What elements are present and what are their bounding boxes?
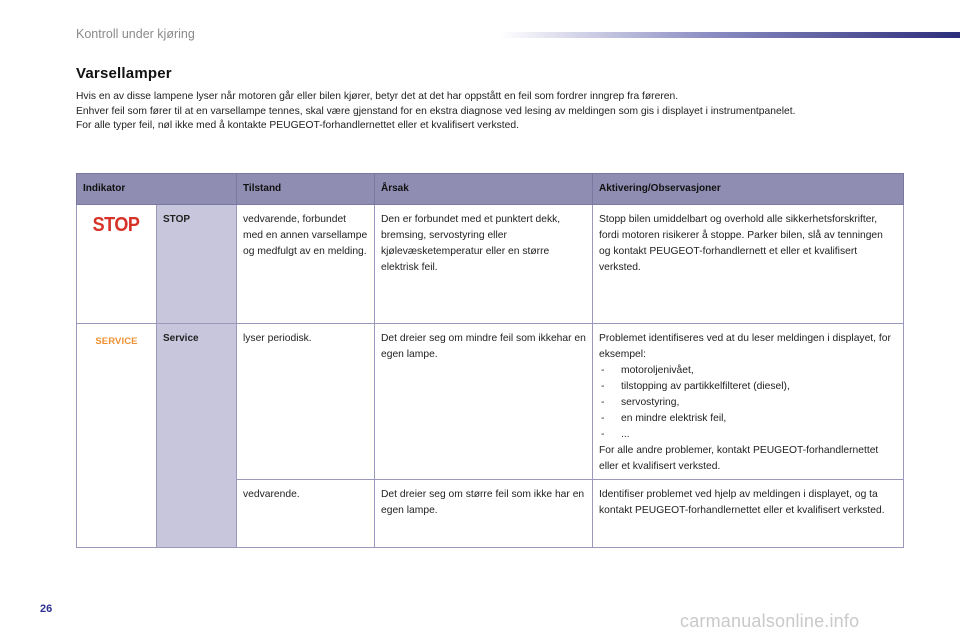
list-item-text: servostyring, <box>621 397 680 408</box>
cause-text: Den er forbundet med et punktert dekk, bremsing, servostyring eller kjølevæsketemperatur eller en større elektrisk feil. <box>375 205 593 324</box>
action-intro: Problemet identifiseres ved at du leser meldingen i displayet, for eksempel: <box>599 333 891 360</box>
intro-text <box>76 90 896 134</box>
service-warning-lamp-icon: SERVICE <box>95 336 138 347</box>
table-row <box>77 205 904 324</box>
header-arsak: Årsak <box>375 174 593 205</box>
list-item-text: ... <box>621 429 630 440</box>
action-text: Identifiser problemet ved hjelp av meldingen i displayet, og ta kontakt PEUGEOT-forhandlernettet eller et kvalifisert verksted. <box>593 480 904 548</box>
list-item <box>599 363 897 379</box>
watermark: carmanualsonline.info <box>680 611 860 631</box>
list-item <box>599 411 897 427</box>
list-dash: - <box>601 397 605 408</box>
header-indikator: Indikator <box>77 174 237 205</box>
stop-lamp-cell <box>77 205 157 324</box>
page-title: Varsellamper <box>76 65 172 82</box>
service-lamp-cell <box>77 324 157 548</box>
cause-text: Det dreier seg om større feil som ikke har en egen lampe. <box>375 480 593 548</box>
page-number: 26 <box>40 603 53 615</box>
list-dash: - <box>601 381 605 392</box>
action-cell <box>593 324 904 480</box>
list-item-text: motoroljenivået, <box>621 365 694 376</box>
list-item <box>599 395 897 411</box>
intro-paragraph: Hvis en av disse lampene lyser når motoren går eller bilen kjører, betyr det at det har oppstått en feil som fordrer inngrep fra føreren. <box>76 91 679 102</box>
stop-warning-lamp-icon: STOP <box>93 214 140 236</box>
indicator-name: STOP <box>157 205 237 324</box>
cause-text-line: Det dreier seg om mindre feil som ikkehar en egen lampe. <box>381 333 586 360</box>
cause-text <box>375 324 593 480</box>
state-text: vedvarende. <box>237 480 375 548</box>
list-item <box>599 379 897 395</box>
list-dash: - <box>601 429 605 440</box>
header-rule <box>500 32 960 38</box>
warning-lamps-table <box>76 173 904 548</box>
table-row <box>77 324 904 480</box>
header-aktivering: Aktivering/Observasjoner <box>593 174 904 205</box>
list-dash: - <box>601 365 605 376</box>
section-header: Kontroll under kjøring <box>76 27 195 41</box>
action-list <box>599 363 897 443</box>
list-item-text: tilstopping av partikkelfilteret (diesel), <box>621 381 790 392</box>
list-item-text: en mindre elektrisk feil, <box>621 413 727 424</box>
action-outro: For alle andre problemer, kontakt PEUGEOT-forhandlernettet eller et kvalifisert verksted. <box>599 445 879 472</box>
list-dash: - <box>601 413 605 424</box>
state-text: vedvarende, forbundet med en annen varsellampe og medfulgt av en melding. <box>237 205 375 324</box>
state-text: lyser periodisk. <box>237 324 375 480</box>
list-item <box>599 427 897 443</box>
table-header-row <box>77 174 904 205</box>
intro-paragraph: Enhver feil som fører til at en varsellampe tennes, skal være gjenstand for en ekstra diagnose ved lesing av meldingen som gis i displayet i instrumentpanelet. <box>76 105 796 117</box>
header-tilstand: Tilstand <box>237 174 375 205</box>
intro-paragraph: For alle typer feil, nøl ikke med å kontakte PEUGEOT-forhandlernettet eller et kvalifisert verksted. <box>76 120 519 132</box>
action-text: Stopp bilen umiddelbart og overhold alle sikkerhetsforskrifter, fordi motoren risikerer å stoppe. Parker bilen, slå av tenningen og kontakt PEUGEOT-forhandlernett et eller et kvalifisert verksted. <box>593 205 904 324</box>
indicator-name: Service <box>157 324 237 548</box>
